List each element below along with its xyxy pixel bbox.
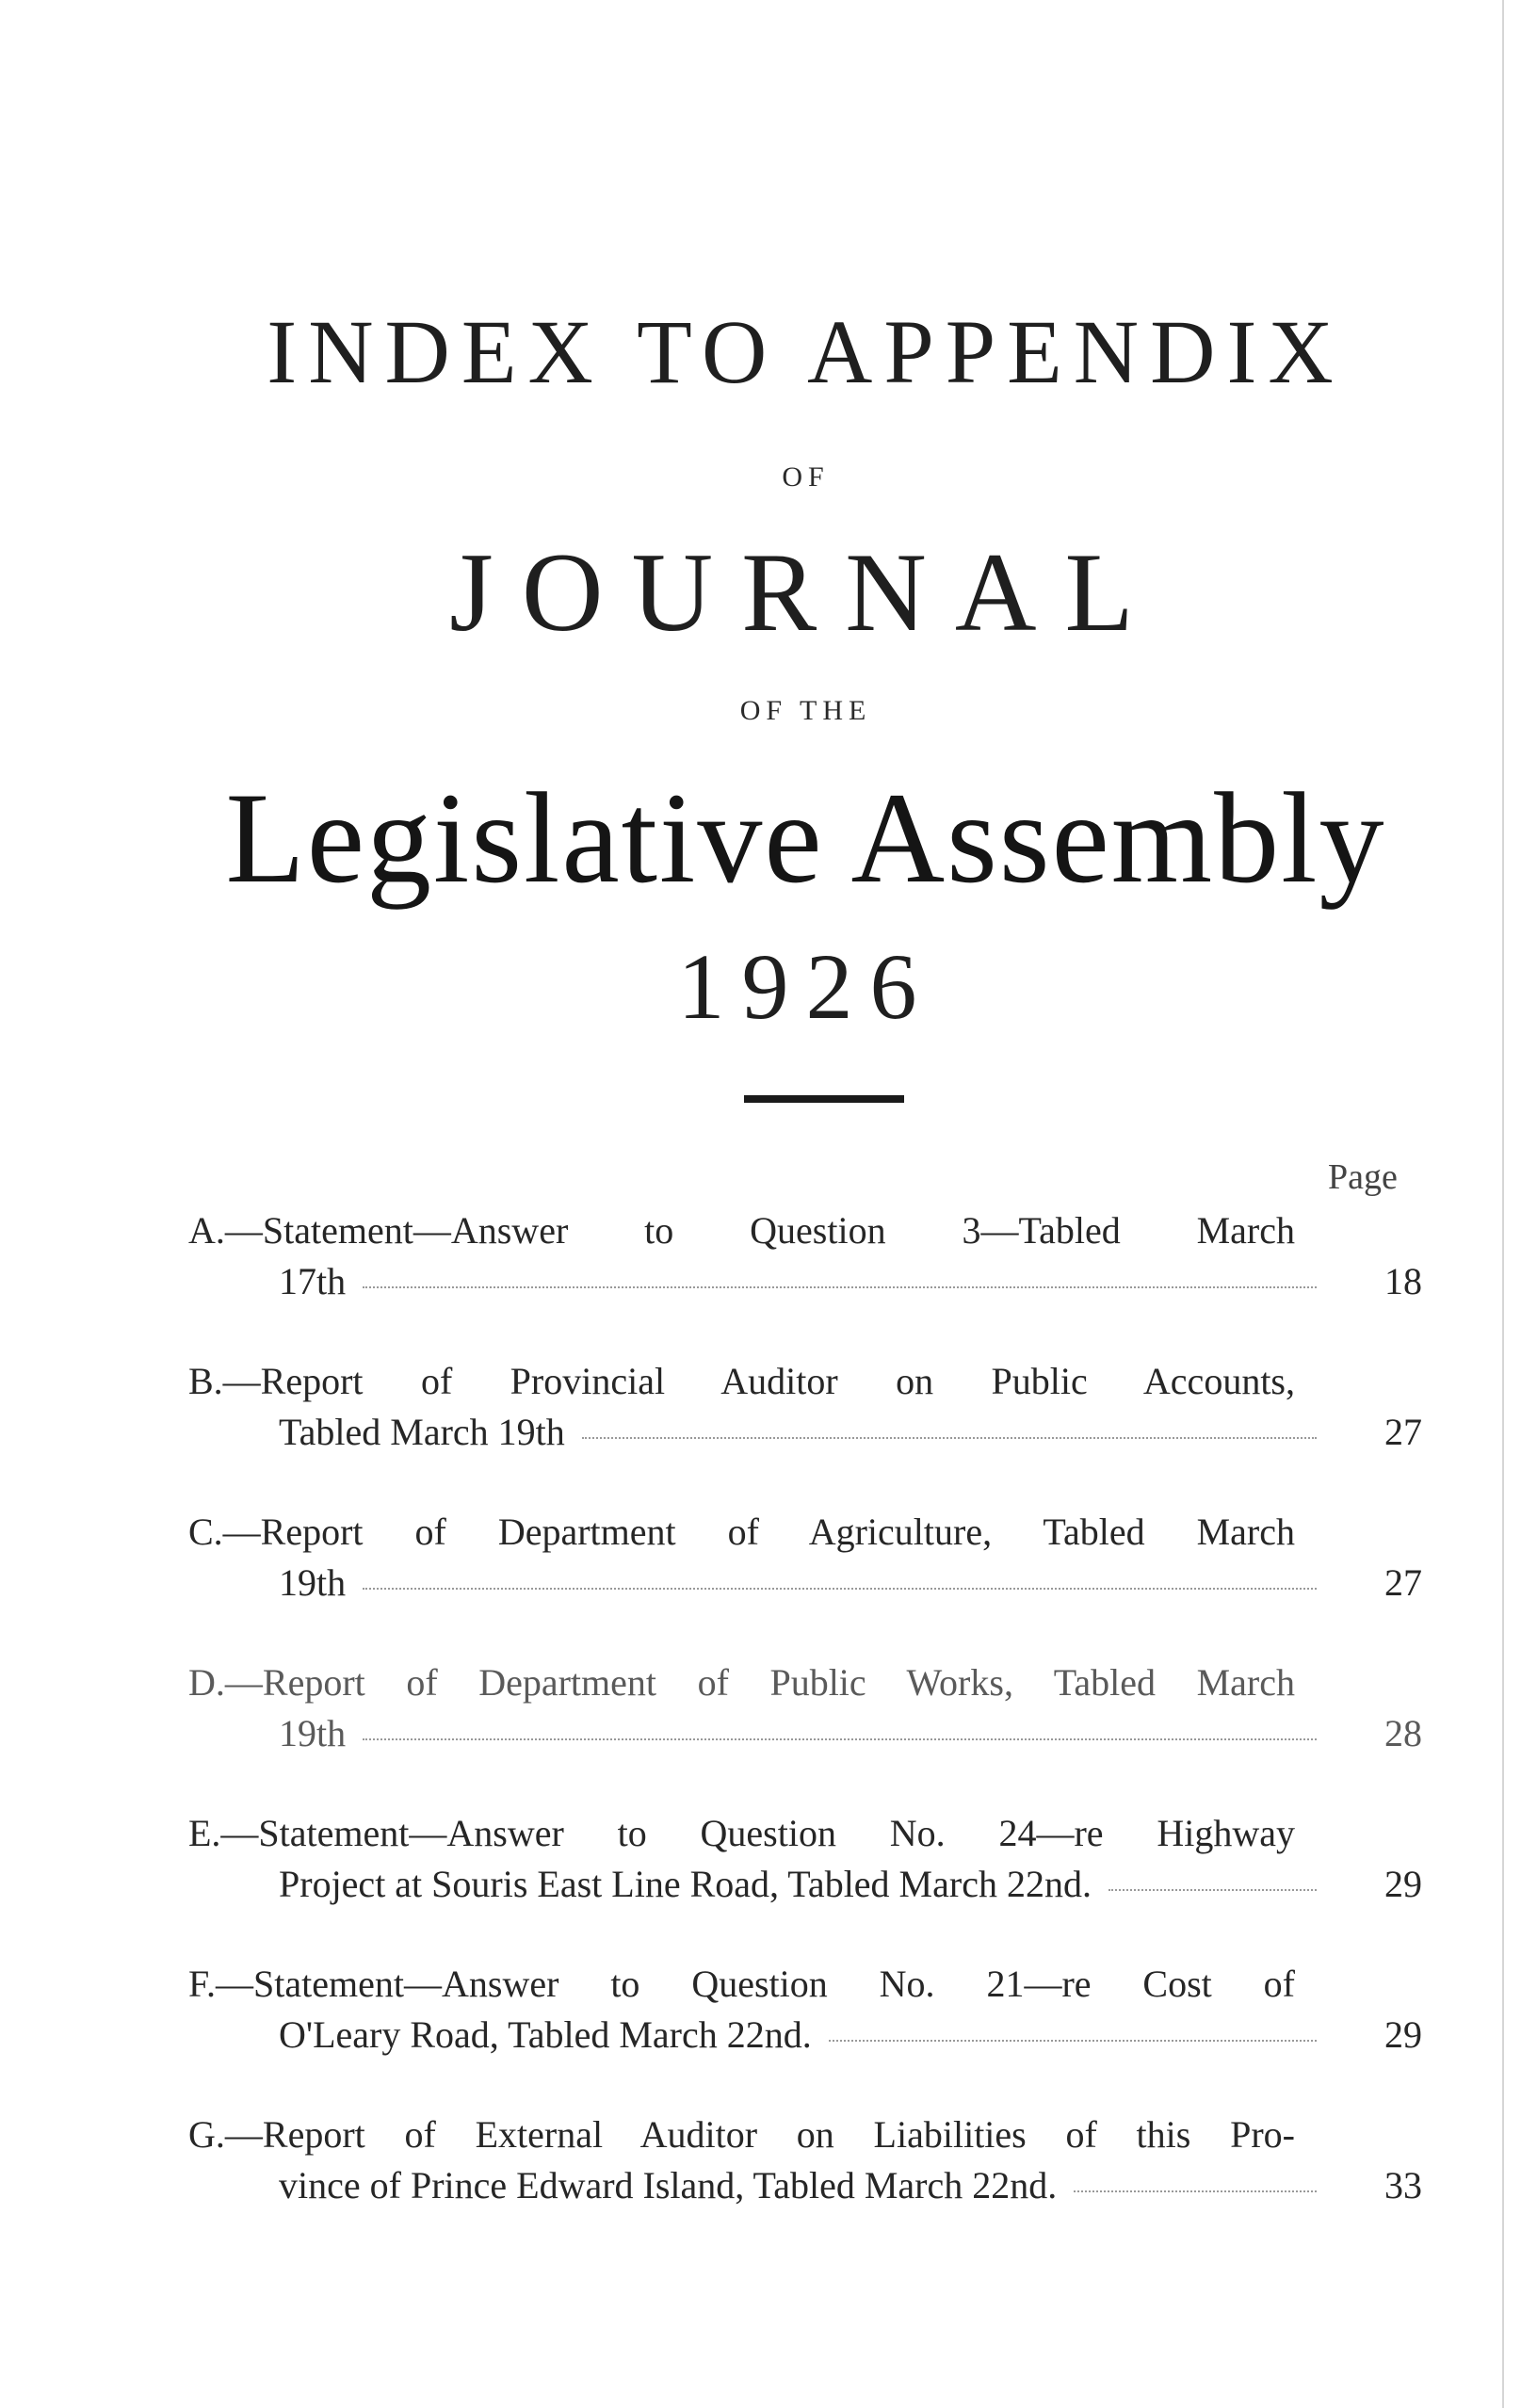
entry-line-2: Tabled March 19th <box>279 1411 565 1453</box>
entry-line-1: C.—Report of Department of Agriculture, Tabled March <box>188 1511 1295 1553</box>
entry-page-number: 29 <box>1384 1863 1422 1905</box>
of-the-label: OF THE <box>739 695 872 726</box>
journal-heading: JOURNAL <box>449 529 1162 655</box>
index-entry-c <box>188 1507 1422 1608</box>
assembly-heading: Legislative Assembly <box>225 766 1386 910</box>
entry-line-1: A.—Statement—Answer to Question 3—Tabled March <box>188 1209 1295 1252</box>
entry-line-2: 17th <box>279 1260 347 1302</box>
entry-page-number: 27 <box>1384 1561 1422 1604</box>
entry-page-number: 29 <box>1384 2013 1422 2056</box>
entry-line-1: B.—Report of Provincial Auditor on Public Accounts, <box>188 1360 1295 1402</box>
entry-line-2: 19th <box>279 1561 347 1604</box>
index-entry-f <box>188 1959 1422 2061</box>
dot-leader <box>1108 1889 1317 1891</box>
entry-line-1: D.—Report of Department of Public Works, Tabled March <box>188 1661 1295 1704</box>
index-entry-e <box>188 1808 1422 1910</box>
of-label: OF <box>782 461 830 493</box>
entry-line-2: O'Leary Road, Tabled March 22nd. <box>279 2013 812 2056</box>
index-entry-a <box>188 1205 1422 1307</box>
entry-line-1: G.—Report of External Auditor on Liabilities of this Pro- <box>188 2113 1295 2156</box>
entry-page-number: 28 <box>1384 1712 1422 1754</box>
page-column-heading: Page <box>1328 1157 1398 1197</box>
entry-line-1: E.—Statement—Answer to Question No. 24—re Highway <box>188 1812 1295 1854</box>
entry-page-number: 18 <box>1384 1260 1422 1302</box>
dot-leader <box>363 1738 1317 1740</box>
entry-page-number: 27 <box>1384 1411 1422 1453</box>
year-heading: 1926 <box>677 934 934 1039</box>
separator-rule <box>744 1095 904 1103</box>
dot-leader <box>1074 2190 1317 2192</box>
entry-page-number: 33 <box>1384 2164 1422 2206</box>
index-entry-g <box>188 2109 1422 2211</box>
dot-leader <box>363 1588 1317 1590</box>
index-entry-b <box>188 1356 1422 1458</box>
dot-leader <box>363 1286 1317 1288</box>
entry-line-2: 19th <box>279 1712 347 1754</box>
index-title: INDEX TO APPENDIX <box>267 301 1345 402</box>
dot-leader <box>582 1437 1317 1439</box>
entry-line-1: F.—Statement—Answer to Question No. 21—re Cost of <box>188 1963 1295 2005</box>
entry-line-2: Project at Souris East Line Road, Tabled March 22nd. <box>279 1863 1092 1905</box>
index-entry-d <box>188 1657 1422 1759</box>
dot-leader <box>829 2040 1317 2042</box>
entry-line-2: vince of Prince Edward Island, Tabled March 22nd. <box>279 2164 1058 2206</box>
